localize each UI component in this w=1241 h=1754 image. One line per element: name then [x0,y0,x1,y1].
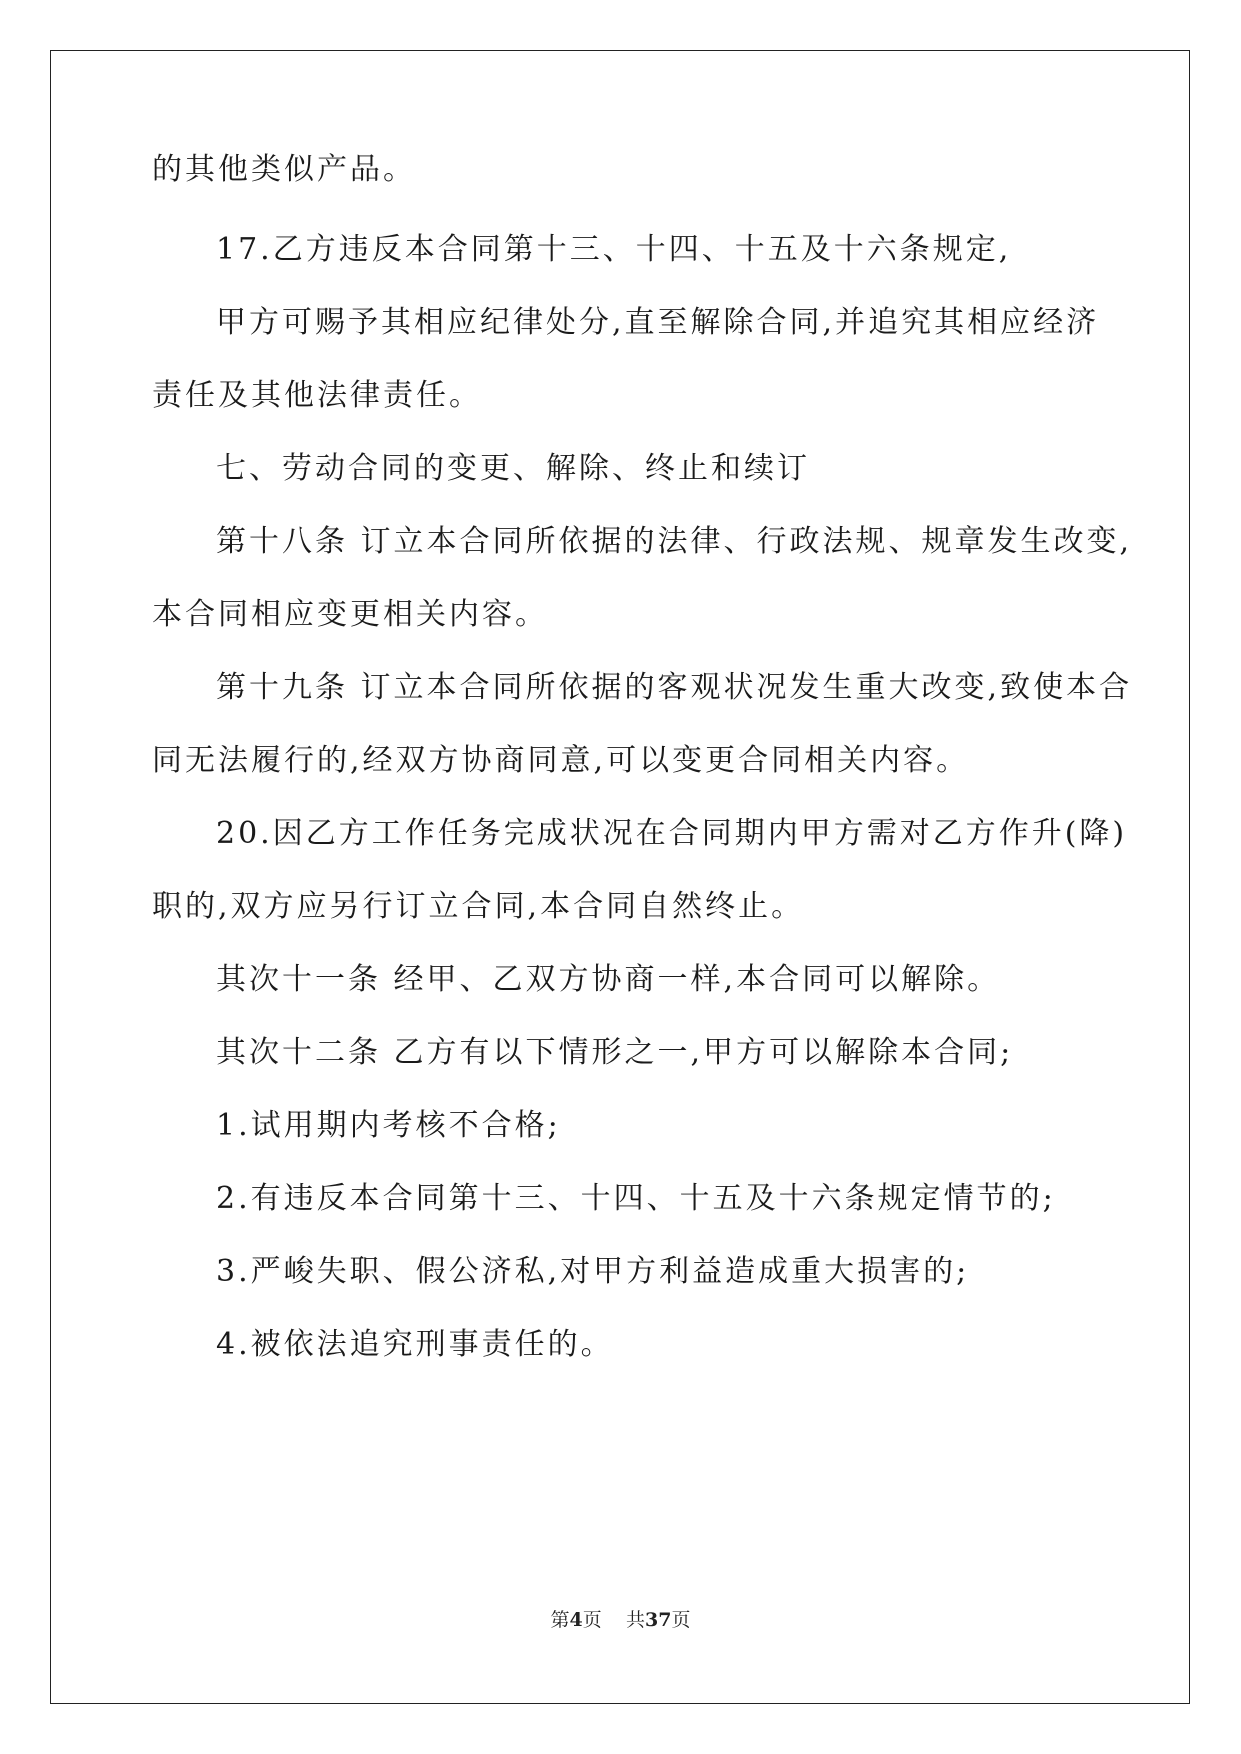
list-item: 4.被依法追究刑事责任的。 [216,1327,614,1362]
page-border [50,50,1190,1704]
page-number: 4 [569,1609,583,1631]
footer-page-unit: 页 [582,1609,602,1631]
text-line: 17.乙方违反本合同第十三、十四、十五及十六条规定, [216,232,1012,267]
page-footer [0,1605,1241,1632]
footer-total-prefix: 共 [625,1609,645,1631]
text-line: 第十九条 订立本合同所依据的客观状况发生重大改变,致使本合 [216,670,1133,705]
section-heading: 七、劳动合同的变更、解除、终止和续订 [216,451,810,486]
text-line: 第十八条 订立本合同所依据的法律、行政法规、规章发生改变, [216,524,1133,559]
text-line: 同无法履行的,经双方协商同意,可以变更合同相关内容。 [152,743,970,778]
text-line: 20.因乙方工作任务完成状况在合同期内甲方需对乙方作升(降) [216,816,1128,851]
footer-prefix: 第 [550,1609,570,1631]
text-line: 的其他类似产品。 [152,152,416,187]
text-line: 责任及其他法律责任。 [152,378,482,413]
list-item: 3.严峻失职、假公济私,对甲方利益造成重大损害的; [216,1254,970,1289]
text-line: 职的,双方应另行订立合同,本合同自然终止。 [152,889,805,924]
text-line: 甲方可赐予其相应纪律处分,直至解除合同,并追究其相应经济 [216,305,1100,340]
footer-total-unit: 页 [671,1609,691,1631]
total-pages: 37 [644,1609,672,1631]
text-line: 本合同相应变更相关内容。 [152,597,548,632]
list-item: 1.试用期内考核不合格; [216,1108,561,1143]
text-line: 其次十一条 经甲、乙双方协商一样,本合同可以解除。 [216,962,1001,997]
text-line: 其次十二条 乙方有以下情形之一,甲方可以解除本合同; [216,1035,1014,1070]
list-item: 2.有违反本合同第十三、十四、十五及十六条规定情节的; [216,1181,1056,1216]
